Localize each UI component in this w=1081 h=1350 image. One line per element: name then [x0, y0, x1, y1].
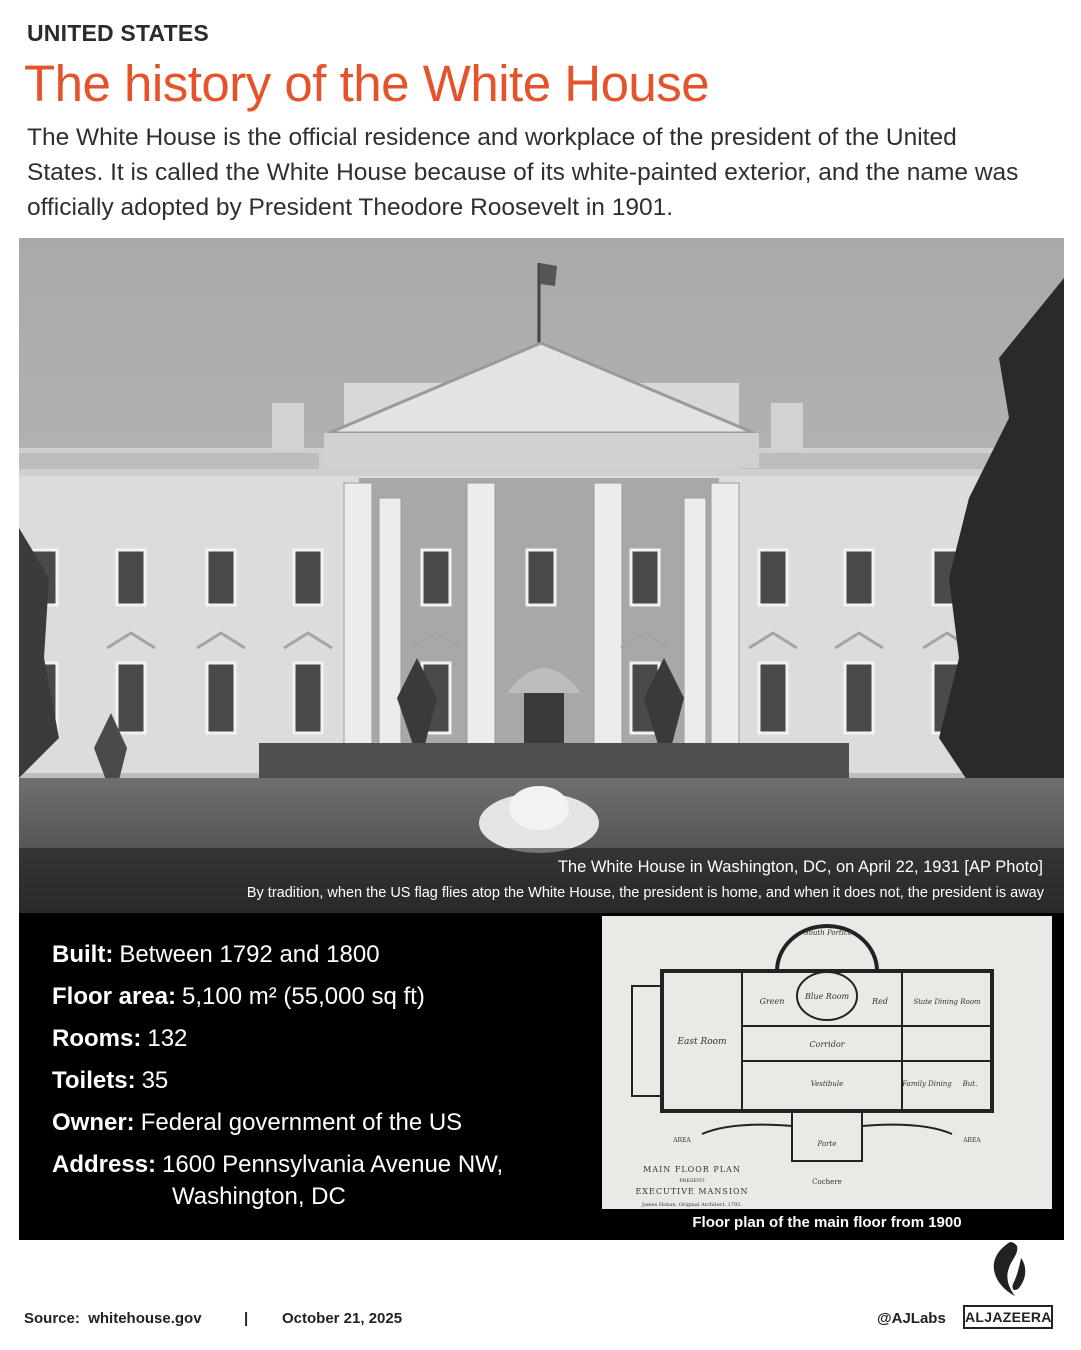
- plan-label-main-floor-plan: MAIN FLOOR PLAN: [643, 1165, 741, 1174]
- fact-toilets-value: 35: [141, 1067, 169, 1094]
- fact-toilets: [52, 1067, 168, 1095]
- plan-label-east-room: East Room: [677, 1037, 727, 1047]
- photo-subcaption: By tradition, when the US flag flies atop the White House, the president is home, and when it does not, the president is away: [246, 885, 1044, 901]
- aljazeera-brand: ALJAZEERA: [963, 1305, 1053, 1329]
- source-label: Source:: [24, 1310, 80, 1327]
- fact-floor-area: [52, 983, 425, 1011]
- white-house-illustration: [19, 238, 1064, 913]
- plan-label-red: Red: [872, 997, 888, 1006]
- source: [24, 1310, 202, 1327]
- source-value: whitehouse.gov: [88, 1310, 202, 1327]
- intro-paragraph: The White House is the official residence and workplace of the president of the United States. It is called the White House because of its white-painted exterior, and the name was officially adopted by President Theodore Roosevelt in 1901.: [27, 124, 1019, 221]
- plan-label-area-left: AREA: [673, 1137, 691, 1144]
- fact-address-value-line1: 1600 Pennsylvania Avenue NW,: [162, 1151, 504, 1178]
- aljazeera-logo-icon: [985, 1240, 1035, 1305]
- plan-label-blue-room: Blue Room: [804, 992, 850, 1001]
- kicker: UNITED STATES: [27, 20, 209, 46]
- fact-built-label: Built:: [52, 941, 114, 968]
- plan-label-cochere: Cochere: [812, 1178, 842, 1186]
- page-title: The history of the White House: [24, 55, 710, 112]
- plan-label-architect: James Hoban, Original Architect. 1792.: [642, 1202, 742, 1208]
- footer-date: October 21, 2025: [282, 1310, 403, 1327]
- floor-plan-drawing: [602, 916, 1052, 1209]
- plan-label-green: Green: [759, 997, 785, 1006]
- plan-label-vestibule: Vestibule: [810, 1080, 844, 1088]
- fact-built-value: Between 1792 and 1800: [119, 941, 380, 968]
- fact-rooms: [52, 1025, 187, 1053]
- plan-label-area-right: AREA: [963, 1137, 981, 1144]
- fact-owner: [52, 1109, 462, 1137]
- fact-built: [52, 941, 380, 969]
- fact-address-value-line2: Washington, DC: [172, 1183, 346, 1210]
- plan-label-present: PRESENT: [679, 1178, 705, 1184]
- fact-rooms-value: 132: [147, 1025, 188, 1052]
- footer-handle: @AJLabs: [877, 1310, 946, 1327]
- fact-toilets-label: Toilets:: [52, 1067, 136, 1094]
- fact-address: [52, 1151, 503, 1179]
- plan-label-south-portico: South Portico: [803, 929, 853, 937]
- fact-address-label: Address:: [52, 1151, 157, 1178]
- fact-floor-area-value: 5,100 m² (55,000 sq ft): [182, 983, 425, 1010]
- plan-label-family-dining: Family Dining: [902, 1080, 952, 1088]
- plan-label-state-dining: State Dining Room: [913, 998, 981, 1006]
- floor-plan-caption: Floor plan of the main floor from 1900: [692, 1214, 962, 1231]
- plan-label-corridor: Corridor: [809, 1040, 845, 1049]
- plan-label-but: But.: [962, 1080, 978, 1088]
- plan-label-executive-mansion: EXECUTIVE MANSION: [635, 1187, 749, 1196]
- white-house-photo: [19, 238, 1064, 913]
- floor-plan-image: [602, 916, 1052, 1209]
- fact-owner-value: Federal government of the US: [140, 1109, 463, 1136]
- fact-owner-label: Owner:: [52, 1109, 135, 1136]
- footer-separator: |: [244, 1310, 249, 1327]
- facts-panel: [19, 913, 1064, 1240]
- fact-floor-area-label: Floor area:: [52, 983, 177, 1010]
- plan-label-porte: Porte: [817, 1140, 837, 1148]
- photo-caption: The White House in Washington, DC, on April 22, 1931 [AP Photo]: [557, 858, 1043, 876]
- fact-rooms-label: Rooms:: [52, 1025, 142, 1052]
